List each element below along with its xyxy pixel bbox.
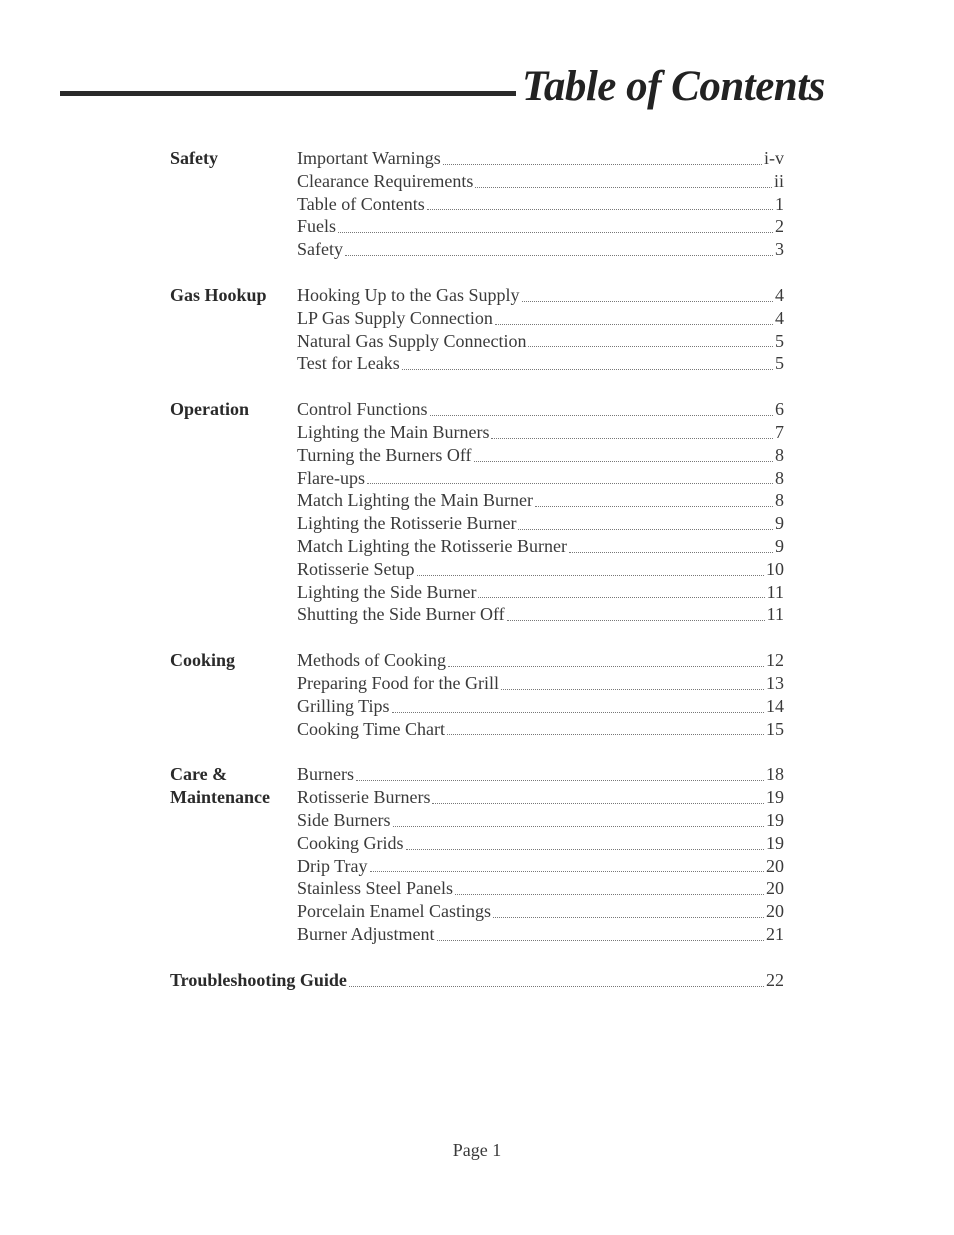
entry-page-number: ii [773,170,784,191]
entry-page-number: 19 [766,832,784,853]
entry-title: Porcelain Enamel Castings [297,901,491,922]
toc-entry[interactable] [297,786,784,809]
entry-page-number: 14 [766,695,784,716]
toc-entry[interactable] [297,809,784,832]
section-entries [297,284,784,375]
toc-entry[interactable] [297,877,784,900]
entry-title: Clearance Requirements [297,170,474,191]
section-label [170,398,297,626]
dot-leader [475,187,772,188]
dot-leader [491,438,773,439]
dot-leader [528,346,773,347]
entry-title: Control Functions [297,399,428,420]
toc-entry[interactable] [297,238,784,261]
entry-title: Stainless Steel Panels [297,878,453,899]
toc-entry[interactable] [297,832,784,855]
entry-title: Test for Leaks [297,353,400,374]
dot-leader [402,369,773,370]
dot-leader [474,461,774,462]
entry-title: Turning the Burners Off [297,444,472,465]
dot-leader [443,164,762,165]
section-label-line: Gas Hookup [170,284,267,305]
dot-leader [430,415,773,416]
entry-page-number: 4 [775,284,784,305]
header-rule [60,91,516,96]
dot-leader [518,529,773,530]
dot-leader [569,552,773,553]
entry-title: Hooking Up to the Gas Supply [297,284,520,305]
toc-entry[interactable] [297,855,784,878]
entry-title: Important Warnings [297,148,441,168]
toc-entry[interactable] [297,170,784,193]
entry-page-number: i-v [764,148,784,168]
dot-leader [448,666,764,667]
entry-page-number: 18 [766,764,784,785]
entry-title: Cooking Time Chart [297,718,446,739]
toc-entry[interactable] [297,900,784,923]
entry-page-number: 22 [766,969,784,990]
entry-page-number: 7 [775,421,784,442]
entry-title: Drip Tray [297,855,368,876]
dot-leader [522,301,774,302]
toc-entry[interactable] [297,284,784,307]
toc-entry[interactable] [297,467,784,490]
entry-title: Table of Contents [297,193,425,214]
dot-leader [507,620,765,621]
entry-page-number: 20 [766,855,784,876]
entry-title: Grilling Tips [297,695,390,716]
dot-leader [437,940,765,941]
toc-entry[interactable] [297,695,784,718]
toc-section [170,763,784,945]
entry-page-number: 20 [766,901,784,922]
entry-title: Lighting the Side Burner [297,581,477,602]
section-label [170,284,297,375]
section-label-line: Cooking [170,650,236,671]
entry-page-number: 1 [775,193,784,214]
toc-entry[interactable] [297,603,784,626]
toc-entry[interactable] [297,307,784,330]
entry-title: Side Burners [297,809,391,830]
toc-entry[interactable] [297,444,784,467]
toc-entry[interactable] [297,398,784,421]
section-label-line: Safety [170,148,218,168]
dot-leader [495,324,773,325]
toc-entry[interactable] [297,421,784,444]
toc-section [170,649,784,740]
dot-leader [392,712,764,713]
entry-title: Match Lighting the Rotisserie Burner [297,535,567,556]
entry-page-number: 4 [775,307,784,328]
entry-page-number: 21 [766,923,784,944]
entry-title: Methods of Cooking [297,650,447,671]
dot-leader [345,255,773,256]
dot-leader [393,826,765,827]
toc-section [170,147,784,261]
dot-leader [367,483,773,484]
table-of-contents [170,147,784,992]
toc-entry[interactable] [297,718,784,741]
entry-title: Troubleshooting Guide [170,969,347,990]
toc-entry[interactable] [297,581,784,604]
entry-page-number: 2 [775,216,784,237]
entry-title: Natural Gas Supply Connection [297,330,527,351]
entry-page-number: 5 [775,330,784,351]
section-entries [297,398,784,626]
section-label-line: Maintenance [170,787,270,808]
entry-page-number: 3 [775,239,784,260]
entry-title: Cooking Grids [297,832,404,853]
toc-entry[interactable] [297,649,784,672]
section-label [170,147,297,261]
entry-title: Fuels [297,216,337,237]
entry-page-number: 12 [766,650,784,671]
toc-entry[interactable] [297,193,784,216]
dot-leader [432,803,764,804]
entry-title: Rotisserie Setup [297,558,415,579]
dot-leader [493,917,764,918]
entry-title: LP Gas Supply Connection [297,307,493,328]
entry-title: Rotisserie Burners [297,787,431,808]
dot-leader [501,689,764,690]
dot-leader [417,575,765,576]
entry-page-number: 13 [766,672,784,693]
toc-entry[interactable] [297,215,784,238]
dot-leader [455,894,764,895]
dot-leader [427,209,773,210]
entry-page-number: 8 [775,444,784,465]
section-label [170,649,297,740]
dot-leader [478,597,764,598]
toc-entry[interactable] [297,489,784,512]
entry-page-number: 19 [766,787,784,808]
entry-title: Flare-ups [297,467,365,488]
page-number: Page 1 [452,1140,502,1160]
entry-title: Burner Adjustment [297,923,435,944]
section-entries [297,147,784,261]
dot-leader [535,506,773,507]
toc-entry-troubleshooting[interactable] [170,969,784,992]
entry-title: Shutting the Side Burner Off [297,604,505,625]
entry-title: Safety [297,239,343,260]
toc-section [170,398,784,626]
entry-title: Lighting the Main Burners [297,421,490,442]
section-label-line: Operation [170,399,249,420]
dot-leader [356,780,764,781]
entry-title: Preparing Food for the Grill [297,672,499,693]
dot-leader [447,734,764,735]
entry-page-number: 8 [775,467,784,488]
dot-leader [370,871,764,872]
entry-title: Burners [297,764,354,785]
entry-page-number: 19 [766,809,784,830]
entry-page-number: 15 [766,718,784,739]
toc-section [170,284,784,375]
entry-page-number: 11 [766,604,784,625]
toc-entry[interactable] [297,558,784,581]
toc-entry[interactable] [297,535,784,558]
entry-page-number: 9 [775,513,784,534]
entry-page-number: 6 [775,399,784,420]
entry-page-number: 9 [775,535,784,556]
toc-entry[interactable] [297,147,784,170]
section-label [170,763,297,945]
toc-entry[interactable] [297,330,784,353]
section-label-line: Care & [170,764,228,785]
toc-entry[interactable] [297,352,784,375]
entry-title: Match Lighting the Main Burner [297,490,533,511]
toc-entry[interactable] [297,512,784,535]
page-title: Table of Contents [522,63,825,110]
entry-page-number: 11 [766,581,784,602]
entry-page-number: 20 [766,878,784,899]
toc-entry[interactable] [297,923,784,946]
entry-title: Lighting the Rotisserie Burner [297,513,517,534]
entry-page-number: 8 [775,490,784,511]
section-entries [297,763,784,945]
dot-leader [349,986,764,987]
entry-page-number: 5 [775,353,784,374]
section-entries [297,649,784,740]
toc-entry[interactable] [297,763,784,786]
entry-page-number: 10 [766,558,784,579]
toc-entry[interactable] [297,672,784,695]
dot-leader [338,232,773,233]
dot-leader [406,849,764,850]
